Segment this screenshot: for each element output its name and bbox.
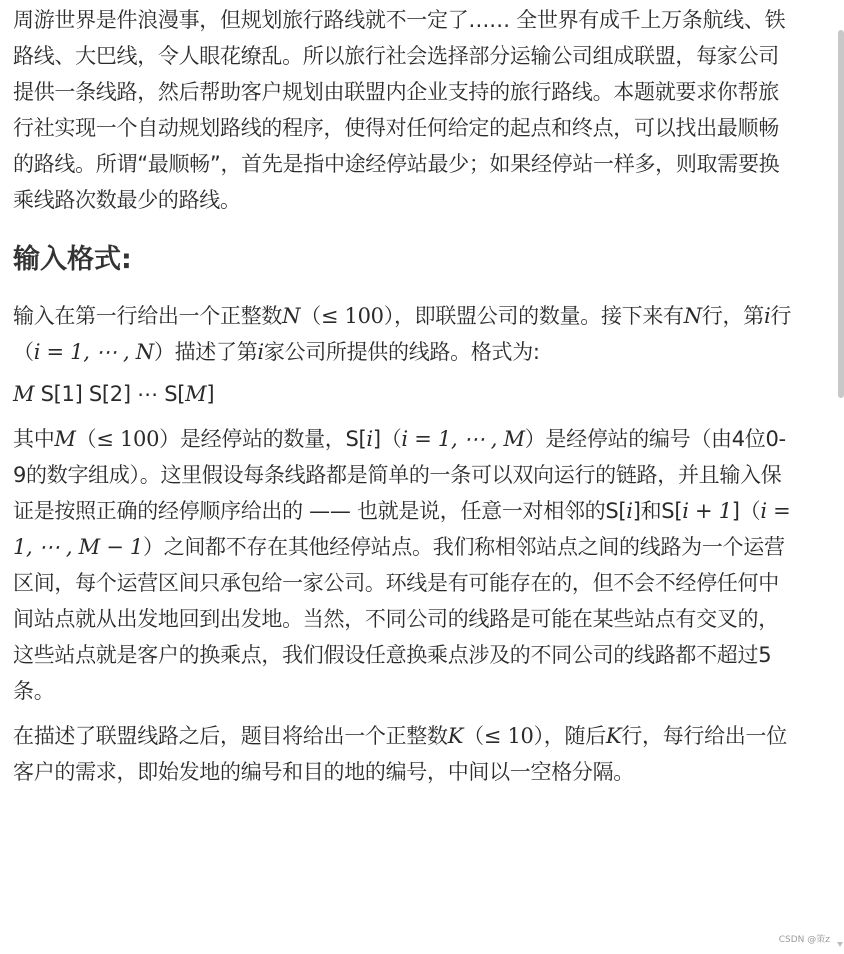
text-run: 在描述了联盟线路之后，题目将给出一个正整数 (13, 724, 448, 748)
math-i: i (626, 499, 633, 523)
text-run: 家公司所提供的线路。格式为: (263, 340, 540, 364)
math-dots: ⋯ (137, 382, 158, 406)
math-le-100: （≤ 100） (300, 304, 394, 328)
text-run: 行（ (13, 304, 792, 364)
math-i: i (763, 304, 771, 328)
input-paragraph-2 (13, 421, 793, 709)
text-run: 是经停站的数量，S[ (179, 427, 367, 451)
text-run: 行，每行给出一位客户的需求，即始发地的编号和目的地的编号，中间以一空格分隔。 (13, 724, 787, 784)
scroll-down-arrow-icon[interactable] (837, 942, 843, 947)
math-K: K (447, 724, 464, 748)
text-run: ）是经停站的编号（由4位0-9的数字组成）。这里假设每条线路都是简单的一条可以双向运行的链路，并且输入保证是按照正确的经停顺序给出的 —— 也就是说，任意一对相邻的S[ (13, 427, 786, 523)
math-le-10: （≤ 10） (463, 724, 544, 748)
text-run: 其中 (13, 427, 55, 451)
text-run: ）描述了第 (153, 340, 258, 364)
math-i: i (366, 427, 373, 451)
input-paragraph-1 (13, 298, 793, 370)
text-run: ]（ (372, 427, 402, 451)
input-paragraph-3 (13, 718, 793, 790)
watermark: CSDN @策z (778, 935, 830, 945)
formula-text: ] (206, 382, 215, 406)
text-run: ，即联盟公司的数量。接下来有 (393, 304, 684, 328)
text-run: ，随后 (543, 724, 606, 748)
text-run: 输入在第一行给出一个正整数 (13, 304, 283, 328)
formula-stations: S[1] S[2] (40, 382, 131, 406)
math-i: i (257, 340, 264, 364)
problem-description (13, 2, 793, 790)
math-K: K (605, 724, 622, 748)
math-M: M (13, 382, 35, 406)
math-N: N (282, 304, 301, 328)
input-format-heading: 输入格式: (13, 244, 132, 275)
formula-text: S[ (164, 382, 186, 406)
math-le-100: （≤ 100） (75, 427, 180, 451)
math-range: i = 1, ⋯ , M − 1 (13, 499, 791, 559)
math-range: i = 1, ⋯ , M (401, 427, 525, 451)
intro-paragraph: 周游世界是件浪漫事，但规划旅行路线就不一定了…… 全世界有成千上万条航线、铁路线、大巴线，令人眼花缭乱。所以旅行社会选择部分运输公司组成联盟，每家公司提供一条线路，然后帮助客户规划由联盟内企业支持的旅行路线。本题就要求你帮旅行社实现一个自动规划路线的程序，使得对任何给定的起点和终点，可以找出最顺畅的路线。所谓“最顺畅”，首先是指中途经停站最少；如果经停站一样多，则取需要换乘线路次数最少的路线。 (13, 8, 786, 212)
text-run: 行，第 (701, 304, 764, 328)
math-M: M (54, 427, 76, 451)
text-run: ]和S[ (632, 499, 683, 523)
math-N: N (683, 304, 702, 328)
text-run: ）之间都不存在其他经停站点。我们称相邻站点之间的线路为一个运营区间，每个运营区间只承包给一家公司。环线是有可能存在的，但不会不经停任何中间站点就从出发地回到出发地。当然，不同公司的线路是可能在某些站点有交叉的，这些站点就是客户的换乘点，我们假设任意换乘点涉及的不同公司的线路都不超过5条。 (13, 535, 785, 703)
line-format-formula (13, 376, 793, 412)
text-run: ]（ (731, 499, 761, 523)
math-i-plus-1: i + 1 (682, 499, 732, 523)
math-M: M (185, 382, 207, 406)
scrollbar-thumb[interactable] (838, 30, 844, 398)
math-range: i = 1, ⋯ , N (33, 340, 154, 364)
